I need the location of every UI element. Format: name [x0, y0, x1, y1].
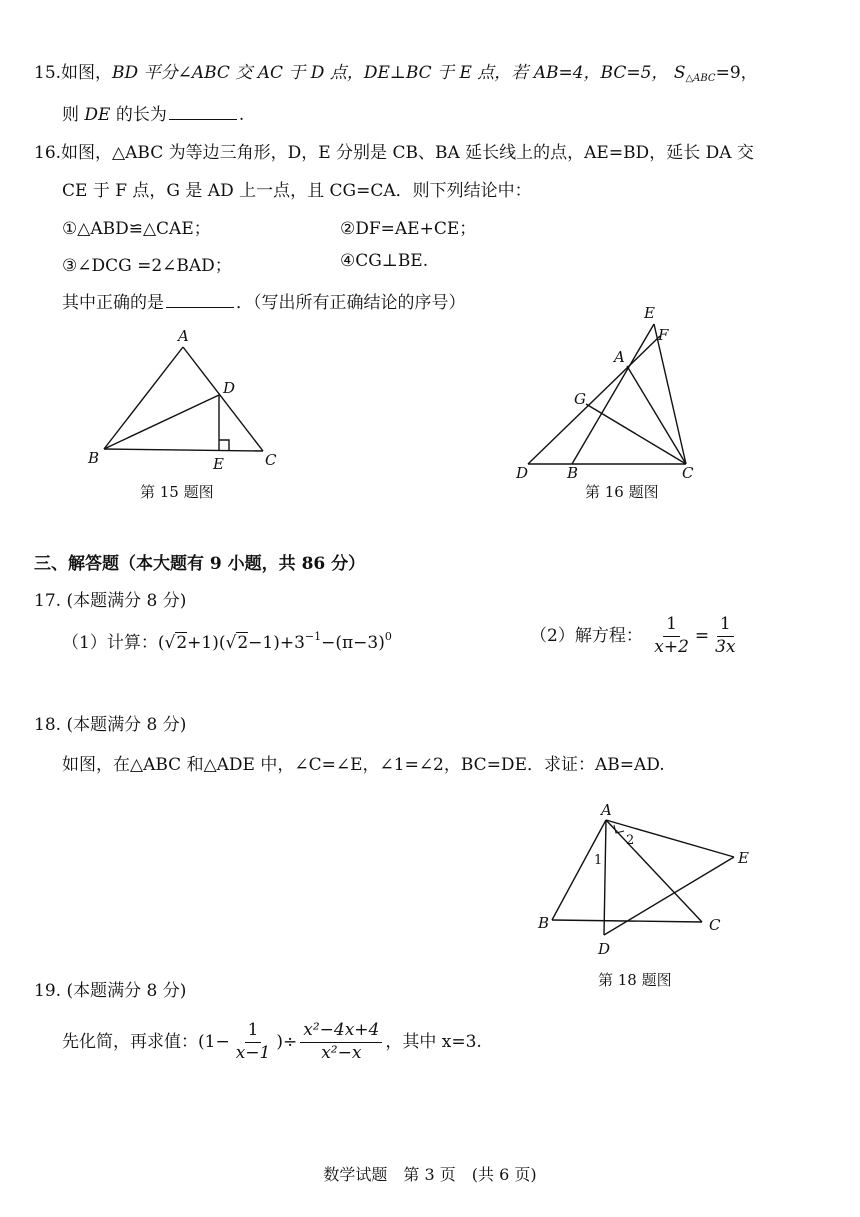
q17-equals: = [694, 625, 710, 646]
q17-part2-label: （2）解方程： [530, 625, 643, 646]
fig15-label-a: A [178, 327, 189, 345]
fig16-label-d: D [516, 464, 529, 480]
q16-line1 [34, 138, 754, 163]
q19-frac2-den: x²−x [321, 1042, 362, 1063]
fig16-line-ce [654, 324, 686, 464]
q15-text-pre: 如图， [61, 63, 113, 83]
fig18-label-c: C [709, 916, 721, 934]
fig18-line-ad [604, 820, 606, 935]
fig18-label-angle1: 1 [594, 853, 603, 868]
fig15-line-ab [104, 347, 183, 449]
q15-line2-end: . [238, 105, 245, 125]
q19-prefix: 先化简，再求值： [62, 1031, 198, 1052]
q15-area-value: =9， [715, 63, 758, 83]
section-3-title: 三、解答题（本大题有 9 小题，共 86 分） [34, 554, 366, 574]
q17-part1: （1）计算：$(√2+1)(√2-1)+3^{-1}-(\pi-3)^0$ [62, 630, 392, 653]
q15-line2-post: 的长为 [115, 105, 167, 125]
fig18-label-angle2: 2 [626, 833, 635, 848]
q19-frac1-den: x−1 [235, 1042, 271, 1063]
fig16-label-a: A [614, 348, 625, 366]
q17-expr-a: ( [157, 633, 165, 653]
q18-body: 如图，在△ABC 和△ADE 中，∠C=∠E，∠1=∠2，BC=DE．求证：AB=AD. [62, 755, 665, 775]
q17-frac-left-den: x+2 [654, 636, 689, 657]
q15-line2 [62, 100, 244, 125]
q16-answer-blank [166, 289, 234, 308]
q19-header: 19. (本题满分 8 分) [34, 981, 187, 1001]
q17-part1-label: （1）计算： [62, 633, 158, 653]
fig15-line-bd [104, 395, 219, 449]
fig15-label-c: C [265, 451, 277, 469]
q15-line1 [34, 58, 758, 84]
q15-answer-blank [169, 101, 237, 120]
fig16-line-cg [586, 404, 686, 464]
q17-frac-right-num: 1 [717, 616, 734, 637]
q17-sqrt-1: 2 [176, 633, 188, 653]
q17-header: 17. (本题满分 8 分) [34, 591, 187, 611]
q19-frac2-num: x²−4x+4 [300, 1022, 382, 1043]
fig15-caption: 第 15 题图 [140, 483, 214, 501]
q18-header: 18. (本题满分 8 分) [34, 715, 187, 735]
q16-line1-text: 如图，△ABC 为等边三角形，D，E 分别是 CB、BA 延长线上的点，AE=BD，延长 DA 交 [61, 143, 754, 163]
q17-expr-c: −1)+3 [248, 633, 305, 653]
q15-line2-pre: 则 [62, 105, 79, 125]
q15-line2-var: DE [84, 105, 111, 125]
q16-answer-post: ．（写出所有正确结论的序号） [236, 293, 466, 313]
fig16-label-e: E [644, 304, 655, 322]
q19-paren-open: (1− [198, 1031, 230, 1052]
figure-16 [512, 300, 712, 480]
q16-answer-pre: 其中正确的是 [62, 293, 164, 313]
q19-frac-2 [300, 1022, 382, 1063]
fig15-line-ac [183, 347, 263, 451]
q16-answer-line [62, 288, 466, 313]
fig18-line-ac [606, 820, 702, 922]
fig18-label-b: B [538, 914, 550, 932]
q16-line2: CE 于 F 点，G 是 AD 上一点，且 CG=CA．则下列结论中： [62, 181, 532, 201]
q19-body [62, 1022, 482, 1063]
q17-sqrt-2: 2 [237, 633, 249, 653]
q17-expr-d: −(π−3) [321, 633, 385, 653]
q17-frac-left [651, 616, 692, 657]
fig16-caption: 第 16 题图 [585, 483, 659, 501]
q15-number: 15. [34, 63, 62, 83]
fig15-line-bc [104, 449, 263, 451]
figure-18 [532, 800, 762, 960]
fig16-label-c: C [682, 464, 694, 480]
fig16-label-g: G [574, 390, 586, 408]
q15-area-symbol: S [673, 63, 686, 83]
q16-number: 16. [34, 143, 62, 163]
q17-frac-left-num: 1 [663, 616, 680, 637]
fig16-label-f: F [658, 326, 669, 344]
q17-frac-right [712, 616, 738, 657]
q16-option-2: ②DF=AE+CE； [340, 219, 477, 239]
q19-frac-1 [233, 1022, 274, 1063]
fig18-line-ab [552, 820, 606, 920]
fig15-label-d: D [223, 379, 236, 397]
fig15-right-angle [219, 440, 229, 450]
q17-frac-right-den: 3x [715, 636, 736, 657]
fig16-line-ca [627, 366, 686, 464]
q17-exp-0: 0 [384, 630, 392, 643]
q17-part2 [530, 616, 742, 657]
page-footer: 数学试题 第 3 页 (共 6 页) [323, 1165, 537, 1184]
fig18-caption: 第 18 题图 [598, 971, 672, 989]
q16-option-3: ③∠DCG =2∠BAD； [62, 256, 232, 276]
q15-area-subscript: △ABC [685, 73, 716, 84]
fig18-label-e: E [738, 849, 749, 867]
q19-suffix: ，其中 x=3. [385, 1031, 482, 1052]
q19-frac1-num: 1 [245, 1022, 262, 1043]
fig16-label-b: B [567, 464, 579, 480]
fig18-label-a: A [601, 801, 612, 819]
fig18-angle-arc [614, 825, 624, 833]
fig15-label-e: E [213, 455, 224, 473]
q16-option-1: ①△ABD≌△CAE； [62, 219, 211, 239]
q15-text-math: BD 平分∠ABC 交 AC 于 D 点，DE⊥BC 于 E 点，若 AB=4，BC=5， [112, 63, 669, 83]
fig16-line-df [528, 336, 660, 464]
q19-paren-close: )÷ [276, 1031, 298, 1052]
q17-expr-b: +1)( [187, 633, 226, 653]
q16-option-4: ④CG⊥BE. [340, 251, 429, 271]
fig15-label-b: B [88, 449, 100, 467]
q17-exp-neg1: −1 [304, 630, 322, 643]
fig18-label-d: D [598, 940, 611, 958]
figure-15 [80, 325, 290, 475]
